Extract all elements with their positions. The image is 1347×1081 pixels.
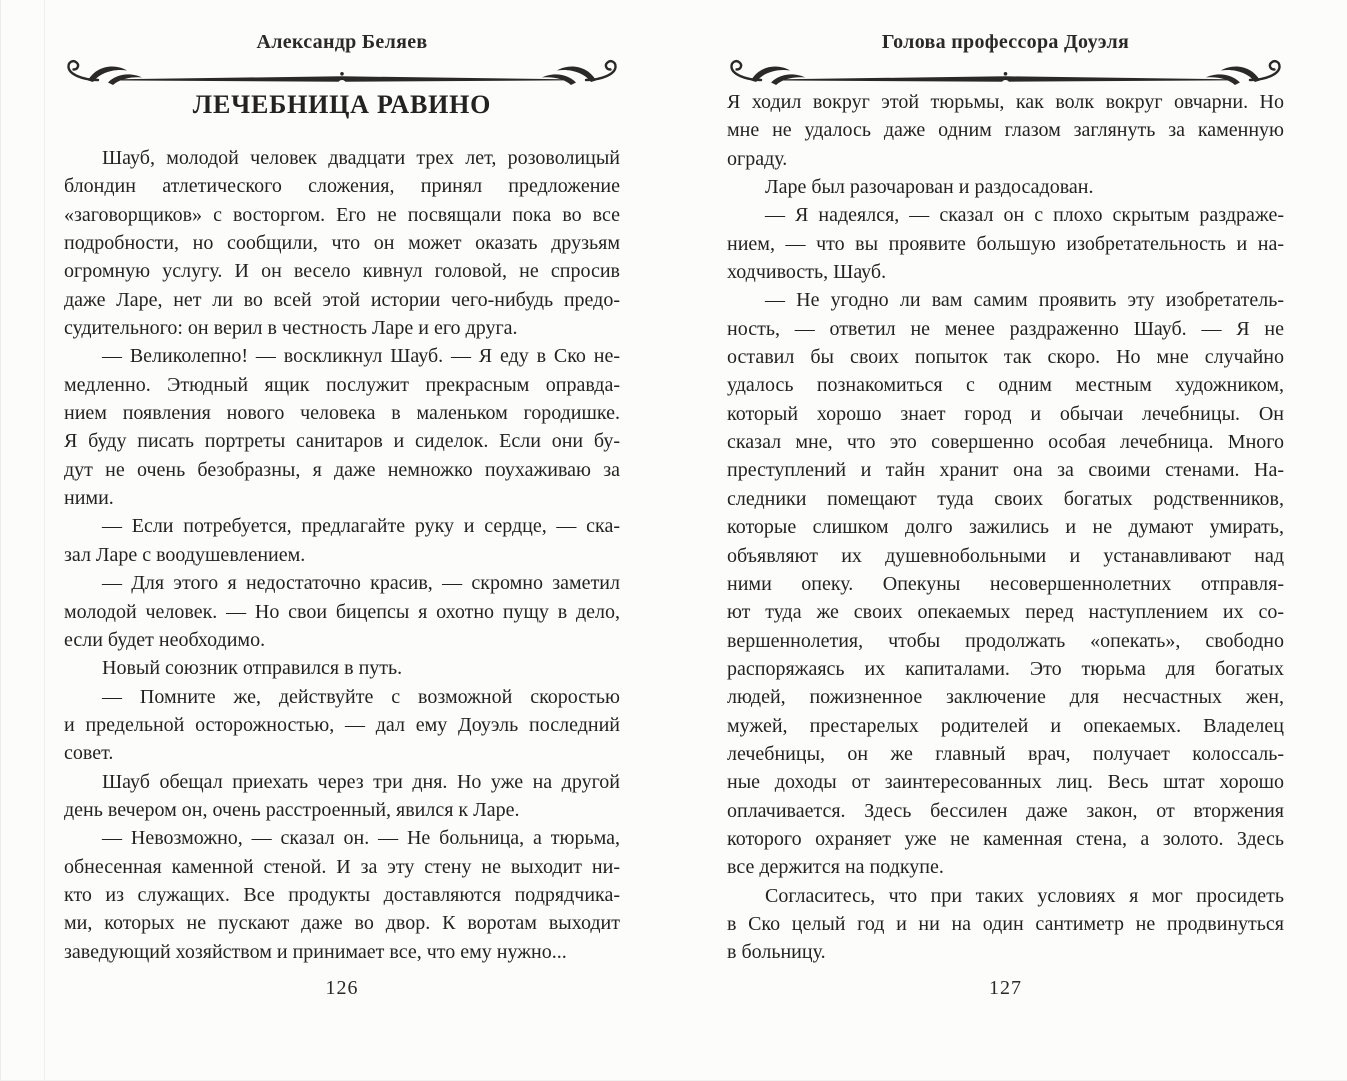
- text-line: вершеннолетия, чтобы продолжать «опекать», свободно: [727, 629, 1284, 652]
- text-line: — Я надеялся, — сказал он с плохо скрытым раздраже-: [765, 204, 1284, 227]
- header-flourish-rule-icon: [64, 57, 620, 87]
- paragraph: [64, 144, 620, 342]
- paragraph: [64, 512, 620, 569]
- text-line: в больницу.: [727, 941, 826, 964]
- text-line: «заговорщиков» с восторгом. Его не посвящали пока во все: [64, 203, 620, 226]
- text-line: преступлений и тайн хранит она за своими стенами. На-: [727, 459, 1284, 482]
- text-line: сказал мне, что это совершенно особая лечебница. Много: [727, 431, 1284, 454]
- text-line: удалось познакомиться с одним местным художником,: [727, 374, 1284, 397]
- text-line: — Великолепно! — воскликнул Шауб. — Я еду в Ско не-: [102, 345, 620, 368]
- text-line: совет.: [64, 742, 114, 765]
- page-body-right: [727, 88, 1284, 967]
- text-line: мне не удалось даже одним глазом заглянуть за каменную: [727, 119, 1284, 142]
- page-number-left: 126: [325, 977, 359, 999]
- text-line: и предельной осторожностью, — дал ему Доуэль последний: [64, 713, 620, 736]
- text-line: ходчивость, Шауб.: [727, 261, 887, 284]
- text-line: — Если потребуется, предлагайте руку и сердце, — ска-: [102, 515, 620, 538]
- text-line: молодой человек. — Но свои бицепсы я охотно пущу в дело,: [64, 600, 620, 623]
- scan-edge-line: [44, 0, 45, 1080]
- text-line: огромную услугу. И он весело кивнул головой, не спросив: [64, 260, 620, 283]
- text-line: судительного: он верил в честность Ларе и его друга.: [64, 317, 518, 340]
- text-line: — Помните же, действуйте с возможной скоростью: [102, 685, 620, 708]
- text-line: который хорошо знает город и обычаи лечебницы. Он: [727, 402, 1284, 425]
- text-line: которого охраняет уже не каменная стена, а золото. Здесь: [727, 827, 1284, 850]
- text-line: подробности, но сообщили, что он может оказать друзьям: [64, 232, 620, 255]
- paragraph: [727, 201, 1284, 286]
- running-header-book-title: Голова профессора Доуэля: [881, 31, 1130, 53]
- text-line: — Не угодно ли вам самим проявить эту изобретатель-: [765, 289, 1284, 312]
- header-flourish-rule-icon: [727, 57, 1284, 87]
- running-header-author: Александр Беляев: [256, 31, 428, 53]
- text-line: в Ско целый год и ни на один сантиметр не продвинуться: [727, 912, 1284, 935]
- text-line: ные доходы от заинтересованных лиц. Весь штат хорошо: [727, 771, 1284, 794]
- text-line: заведующий хозяйством и принимает все, что ему нужно...: [64, 940, 567, 963]
- paragraph: [64, 683, 620, 768]
- paragraph: [727, 286, 1284, 881]
- text-line: Шауб, молодой человек двадцати трех лет, розоволицый: [102, 147, 620, 169]
- text-line: Согласитесь, что при таких условиях я мог просидеть: [765, 884, 1284, 907]
- text-line: кто из служащих. Все продукты доставляются подрядчика-: [64, 883, 620, 906]
- text-line: — Для этого я недостаточно красив, — скромно заметил: [102, 572, 620, 595]
- text-line: ми, которых не пускают даже во двор. К воротам выходит: [64, 912, 620, 935]
- text-line: Ларе был разочарован и раздосадован.: [765, 176, 1094, 199]
- text-line: которые слишком долго зажились и не думают умирать,: [727, 516, 1284, 539]
- paragraph: [64, 824, 620, 966]
- text-line: блондин атлетического сложения, принял предложение: [64, 175, 620, 198]
- text-line: ними опеку. Опекуны несовершеннолетних отправля-: [727, 572, 1284, 595]
- paragraph: [727, 882, 1284, 967]
- text-line: людей, пожизненное заключение для несчастных жен,: [727, 686, 1284, 709]
- text-line: зал Ларе с воодушевлением.: [64, 543, 306, 566]
- paragraph: [727, 88, 1284, 173]
- text-line: объявляют их душевнобольными и устанавливают над: [727, 544, 1284, 567]
- text-line: ность, — ответил не менее раздраженно Шауб. — Я не: [727, 317, 1284, 340]
- text-line: нием, — что вы проявите большую изобретательность и на-: [727, 232, 1284, 255]
- text-line: оставил бы своих попыток так скоро. Но мне случайно: [727, 346, 1284, 369]
- text-line: — Невозможно, — сказал он. — Не больница, а тюрьма,: [102, 827, 620, 850]
- page-body-left: [64, 144, 620, 966]
- text-line: нием появления нового человека в маленьком городишке.: [64, 402, 620, 425]
- paragraph: [64, 342, 620, 512]
- page-left: [64, 0, 620, 1080]
- text-line: Новый союзник отправился в путь.: [102, 657, 403, 680]
- text-line: оплачивается. Здесь бессилен даже закон, от вторжения: [727, 799, 1284, 822]
- page-number-right: 127: [989, 977, 1022, 999]
- text-line: если будет необходимо.: [64, 628, 266, 651]
- text-line: лечебницы, он же главный врач, получает колоссаль-: [727, 742, 1284, 765]
- text-line: мужей, престарелых родителей и опекаемых. Владелец: [727, 714, 1284, 737]
- text-line: даже Ларе, нет ли во всей этой истории чего-нибудь предо-: [64, 288, 620, 311]
- page-right: [727, 0, 1284, 1080]
- paragraph: [727, 173, 1284, 201]
- text-line: ограду.: [727, 147, 788, 170]
- text-line: распоряжаясь их капиталами. Это тюрьма для богатых: [727, 657, 1284, 680]
- text-line: медленно. Этюдный ящик послужит прекрасным оправда-: [64, 373, 620, 396]
- text-line: обнесенная каменной стеной. И за эту стену не выходит ни-: [64, 855, 620, 878]
- text-line: ют туда же своих опекаемых перед наступлением их со-: [727, 601, 1284, 624]
- text-line: следники помещают туда своих богатых родственников,: [727, 487, 1284, 510]
- chapter-title: ЛЕЧЕБНИЦА РАВИНО: [192, 90, 492, 119]
- text-line: Я буду писать портреты санитаров и сиделок. Если они бу-: [64, 430, 620, 453]
- text-line: день вечером он, очень расстроенный, явился к Ларе.: [64, 798, 520, 821]
- text-line: все держится на подкупе.: [727, 856, 944, 879]
- paragraph: [64, 768, 620, 825]
- text-line: Я ходил вокруг этой тюрьмы, как волк вокруг овчарни. Но: [727, 91, 1284, 113]
- paragraph: [64, 654, 620, 682]
- paragraph: [64, 569, 620, 654]
- text-line: дут не очень безобразны, я даже немножко поухаживаю за: [64, 458, 620, 481]
- text-line: ними.: [64, 487, 114, 510]
- text-line: Шауб обещал приехать через три дня. Но уже на другой: [102, 770, 620, 793]
